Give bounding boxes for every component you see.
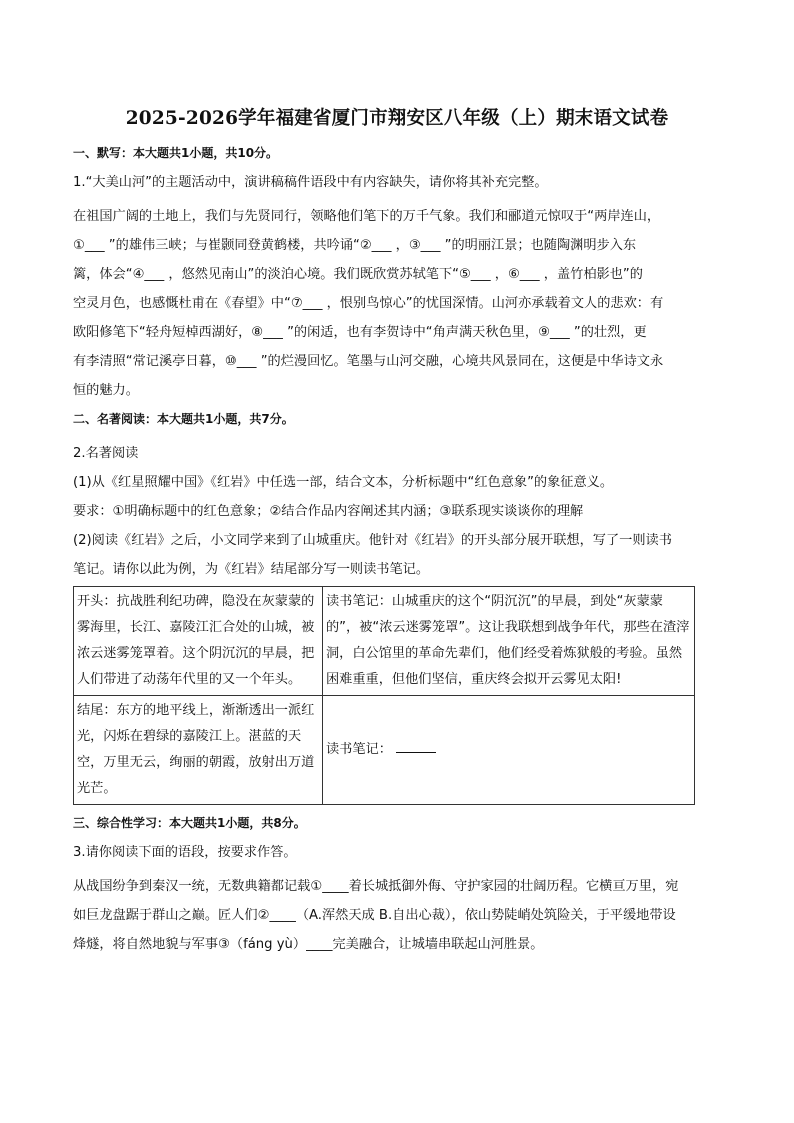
reading-notes-table [73, 586, 695, 805]
ending-note-cell[interactable] [323, 696, 695, 805]
question-line: 笔记。请你以此为例，为《红岩》结尾部分写一则读书笔记。 [73, 562, 430, 577]
answer-blank[interactable] [396, 738, 436, 753]
section-heading-2: 二、名著阅读：本大题共1小题，共7分。 [73, 412, 294, 426]
document-body [73, 143, 723, 959]
question-line: 2.名著阅读 [73, 446, 139, 461]
question-3-prompt: 3.请你阅读下面的语段，按要求作答。 [73, 845, 297, 860]
question-1-prompt: 1.“大美山河”的主题活动中，演讲稿稿件语段中有内容缺失，请你将其补充完整。 [73, 175, 548, 190]
passage-line: 篱，体会“④___ ，悠然见南山”的淡泊心境。我们既欣赏苏轼笔下“⑤___ ，⑥___ ，盖竹柏影也”的 [73, 267, 643, 282]
opening-excerpt-cell: 开头：抗战胜利纪功碑，隐没在灰蒙蒙的雾海里，长江、嘉陵江汇合处的山城，被浓云迷雾笼罩着。这个阴沉沉的早晨，把人们带进了动荡年代里的又一个年头。 [74, 587, 323, 696]
passage-line: 欧阳修笔下“轻舟短棹西湖好，⑧___ ”的闲适，也有李贺诗中“角声满天秋色里，⑨___ ”的壮烈，更 [73, 325, 647, 340]
passage-line: 从战国纷争到秦汉一统，无数典籍都记载①____着长城抵御外侮、守护家园的壮阔历程。它横亘万里，宛 [73, 879, 679, 894]
question-line: (1)从《红星照耀中国》《红岩》中任选一部，结合文本，分析标题中“红色意象”的象征意义。 [73, 475, 614, 490]
question-line: 要求：①明确标题中的红色意象；②结合作品内容阐述其内涵；③联系现实谈谈你的理解 [73, 504, 584, 519]
document-title: 2025-2026学年福建省厦门市翔安区八年级（上）期末语文试卷 [125, 108, 669, 129]
table-row [74, 696, 695, 805]
question-2-text [73, 439, 723, 584]
passage-line: 在祖国广阔的土地上，我们与先贤同行，领略他们笔下的万千气象。我们和郦道元惊叹于“两岸连山， [73, 209, 661, 224]
ending-excerpt-cell: 结尾：东方的地平线上，渐渐透出一派红光，闪烁在碧绿的嘉陵江上。湛蓝的天空，万里无云，绚丽的朝霞，放射出万道光芒。 [74, 696, 323, 805]
passage-line: 恒的魅力。 [73, 383, 139, 398]
passage-line: 空灵月色，也感慨杜甫在《春望》中“⑦___ ，恨别鸟惊心”的忧国深情。山河亦承载着文人的悲欢：有 [73, 296, 664, 311]
question-line: (2)阅读《红岩》之后，小文同学来到了山城重庆。他针对《红岩》的开头部分展开联想，写了一则读书 [73, 533, 672, 548]
question-3-passage [73, 872, 723, 959]
section-heading-3: 三、综合性学习：本大题共1小题，共8分。 [73, 816, 306, 830]
passage-line: 烽燧，将自然地貌与军事③（fáng yù）____完美融合，让城墙串联起山河胜景。 [73, 937, 544, 952]
note-label: 读书笔记： [326, 742, 392, 757]
passage-line: ①___ ”的雄伟三峡；与崔颢同登黄鹤楼，共吟诵“②___ ，③___ ”的明丽江景；也随陶渊明步入东 [73, 238, 637, 253]
opening-note-cell: 读书笔记：山城重庆的这个“阴沉沉”的早晨，到处“灰蒙蒙的”，被“浓云迷雾笼罩”。这让我联想到战争年代，那些在渣滓洞，白公馆里的革命先辈们，他们经受着炼狱般的考验。虽然困难重重，但他们坚信，重庆终会拟开云雾见太阳! [323, 587, 695, 696]
passage-line: 如巨龙盘踞于群山之巅。匠人们②____（A.浑然天成 B.自出心裁），依山势陡峭处筑险关，于平缓地带设 [73, 908, 676, 923]
question-1-passage [73, 202, 723, 405]
table-row [74, 587, 695, 696]
passage-line: 有李清照“常记溪亭日暮，⑩___ ”的烂漫回忆。笔墨与山河交融，心境共风景同在，这便是中华诗文永 [73, 354, 664, 369]
section-heading-1: 一、默写：本大题共1小题，共10分。 [73, 146, 279, 160]
